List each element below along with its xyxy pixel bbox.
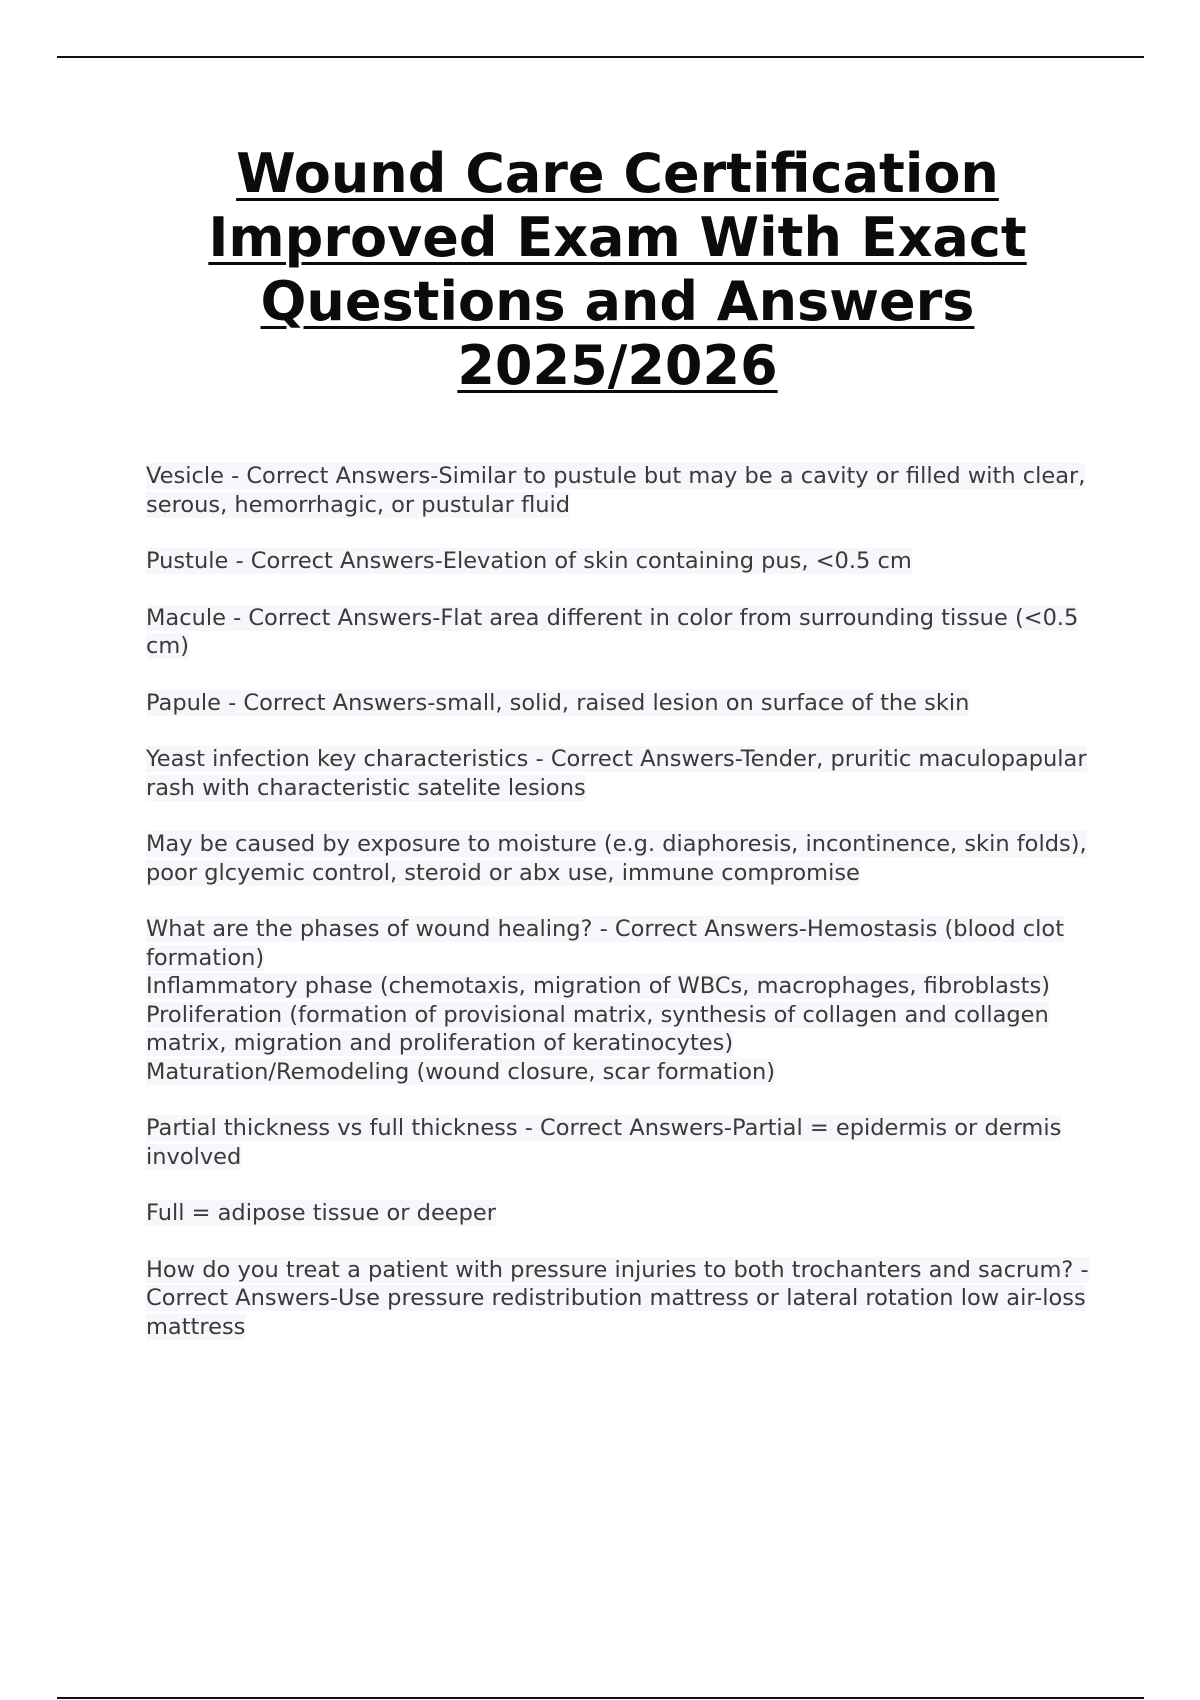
document-title: Wound Care Certification Improved Exam With Exact Questions and Answers 2025/2026: [208, 142, 1027, 397]
qa-entry-pustule: Pustule - Correct Answers-Elevation of skin containing pus, <0.5 cm: [146, 548, 912, 574]
bottom-divider: [57, 1697, 1144, 1699]
qa-list: [146, 462, 1106, 1369]
top-divider: [57, 56, 1144, 58]
qa-entry-pressure-injuries: How do you treat a patient with pressure injuries to both trochanters and sacrum? - Correct Answers-Use pressure redistribution mattress or lateral rotation low air-loss mattress: [146, 1256, 1089, 1340]
qa-entry-wound-healing-phases: What are the phases of wound healing? - Correct Answers-Hemostasis (blood clot formation) Inflammatory phase (chemotaxis, migration of WBCs, macrophages, fibroblasts) Proliferation (formation of provisional matrix, synthesis of collagen and collagen matrix, migration and proliferation of keratinocytes) Maturation/Remodeling (wound closure, scar formation): [146, 916, 1065, 1085]
qa-entry-vesicle: Vesicle - Correct Answers-Similar to pustule but may be a cavity or filled with clear, serous, hemorrhagic, or pustular fluid: [146, 463, 1086, 518]
qa-entry-macule: Macule - Correct Answers-Flat area different in color from surrounding tissue (<0.5 cm): [146, 604, 1079, 659]
qa-entry-full-thickness: Full = adipose tissue or deeper: [146, 1200, 497, 1226]
qa-entry-yeast-infection: Yeast infection key characteristics - Correct Answers-Tender, pruritic maculopapular rash with characteristic satelite lesions: [146, 746, 1087, 801]
qa-entry-papule: Papule - Correct Answers-small, solid, raised lesion on surface of the skin: [146, 689, 970, 716]
qa-entry-partial-vs-full-thickness: Partial thickness vs full thickness - Correct Answers-Partial = epidermis or dermis involved: [146, 1115, 1062, 1170]
qa-entry-yeast-causes: May be caused by exposure to moisture (e.g. diaphoresis, incontinence, skin folds), poor glcyemic control, steroid or abx use, immune compromise: [146, 831, 1087, 886]
